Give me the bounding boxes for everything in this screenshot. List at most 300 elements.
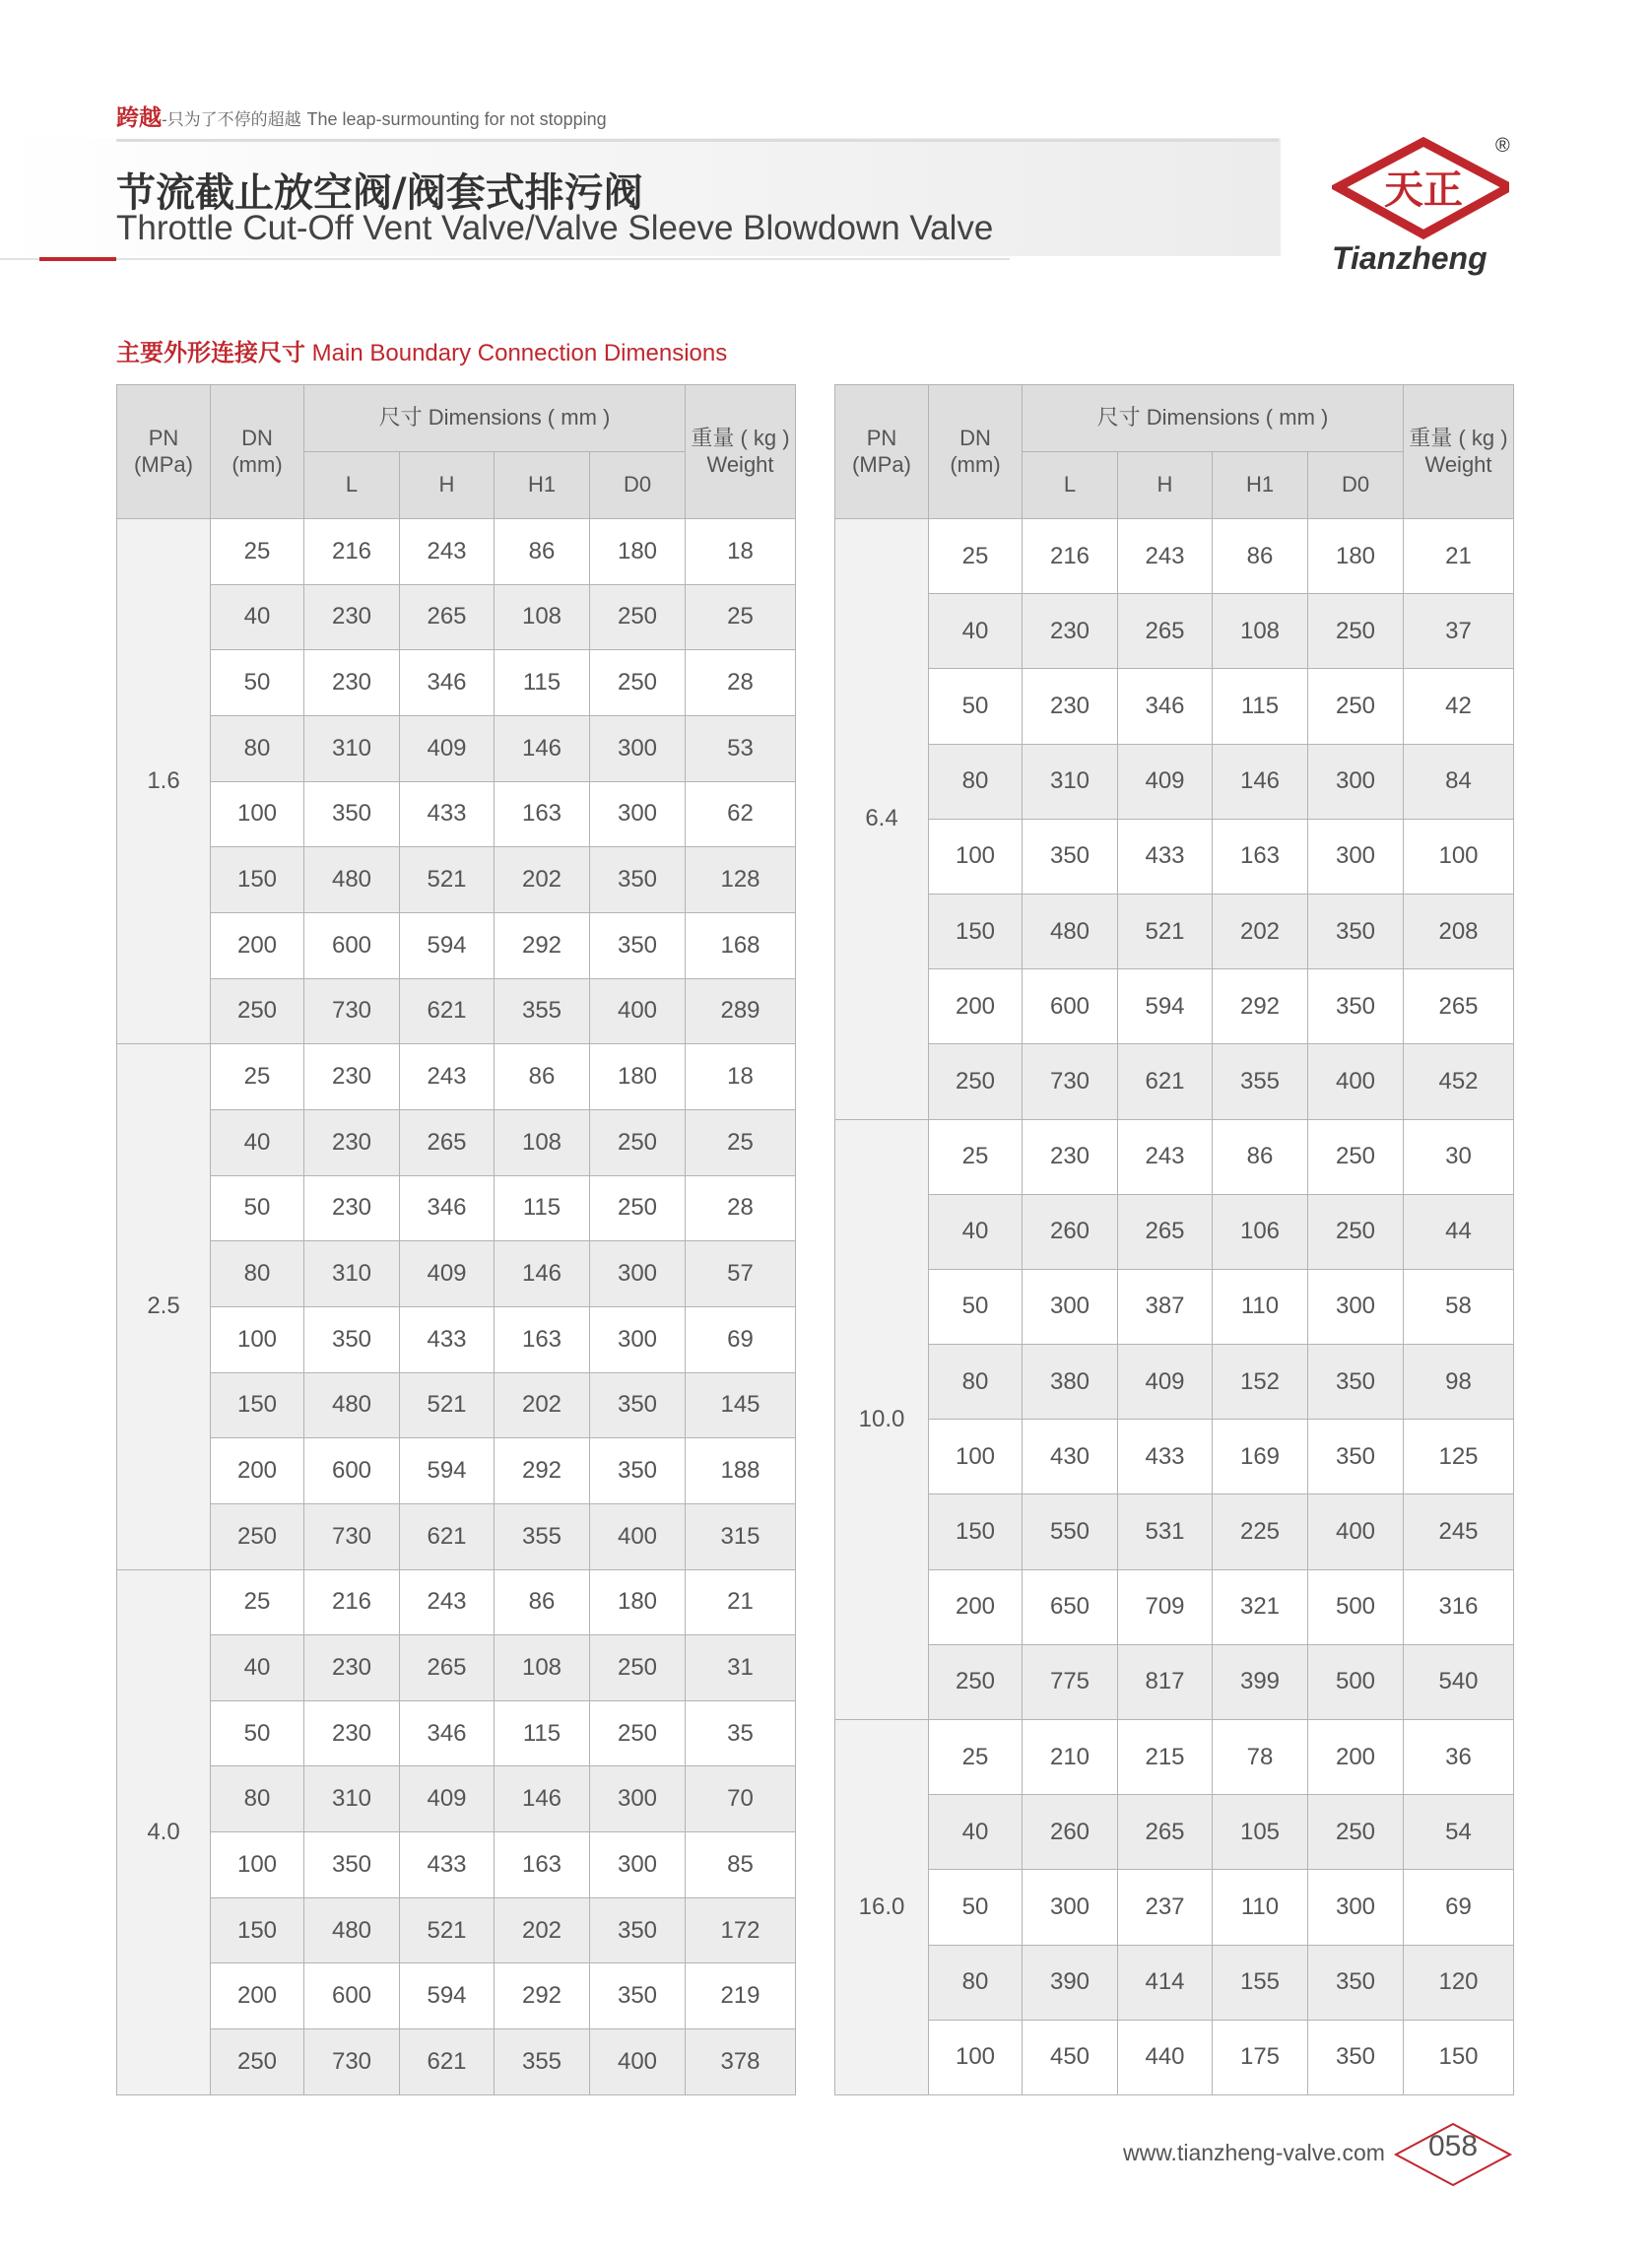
table-row: [117, 584, 796, 650]
l-cell: 480: [304, 1372, 400, 1438]
h-cell: 346: [400, 650, 495, 716]
weight-cell: 145: [686, 1372, 796, 1438]
l-cell: 450: [1023, 2020, 1118, 2094]
h-cell: 414: [1118, 1945, 1213, 2020]
h-cell: 265: [1118, 1795, 1213, 1870]
pn-cell: 16.0: [835, 1720, 929, 2095]
weight-cell: 69: [1404, 1870, 1514, 1945]
dn-cell: 50: [929, 1269, 1023, 1344]
d0-cell: 250: [1308, 1194, 1404, 1269]
dn-cell: 80: [929, 744, 1023, 819]
l-cell: 300: [1023, 1870, 1118, 1945]
h1-cell: 105: [1213, 1795, 1308, 1870]
weight-cell: 31: [686, 1635, 796, 1701]
l-cell: 300: [1023, 1269, 1118, 1344]
h1-cell: 115: [495, 1175, 590, 1241]
h-cell: 243: [400, 1569, 495, 1635]
h1-cell: 163: [1213, 819, 1308, 894]
weight-cell: 125: [1404, 1420, 1514, 1494]
dn-cell: 40: [929, 1795, 1023, 1870]
d0-cell: 350: [1308, 1420, 1404, 1494]
l-cell: 260: [1023, 1194, 1118, 1269]
table-row: [835, 1644, 1514, 1719]
d0-cell: 400: [590, 1503, 686, 1569]
h1-cell: 108: [495, 1109, 590, 1175]
h-cell: 243: [1118, 1119, 1213, 1194]
dn-cell: 40: [211, 1635, 304, 1701]
l-cell: 310: [304, 1766, 400, 1832]
table-row: [117, 650, 796, 716]
d0-cell: 350: [590, 1372, 686, 1438]
l-cell: 230: [304, 650, 400, 716]
section-heading-cn: 主要外形连接尺寸: [116, 339, 305, 366]
weight-cell: 42: [1404, 669, 1514, 744]
tagline: [116, 100, 607, 132]
dn-cell: 150: [211, 1372, 304, 1438]
header-d0: D0: [590, 452, 686, 519]
table-row: [117, 1438, 796, 1504]
h-cell: 265: [400, 1109, 495, 1175]
h1-cell: 108: [1213, 594, 1308, 669]
l-cell: 380: [1023, 1345, 1118, 1420]
weight-cell: 35: [686, 1700, 796, 1766]
table-row: [835, 2020, 1514, 2094]
d0-cell: 300: [1308, 744, 1404, 819]
d0-cell: 350: [1308, 1945, 1404, 2020]
weight-cell: 28: [686, 1175, 796, 1241]
h1-cell: 110: [1213, 1870, 1308, 1945]
h1-cell: 355: [1213, 1044, 1308, 1119]
l-cell: 260: [1023, 1795, 1118, 1870]
table-row: [835, 1194, 1514, 1269]
table-row: [117, 1372, 796, 1438]
pn-cell: 10.0: [835, 1119, 929, 1720]
header-l: L: [304, 452, 400, 519]
d0-cell: 300: [590, 1306, 686, 1372]
h-cell: 521: [400, 1897, 495, 1963]
h-cell: 433: [400, 781, 495, 847]
h-cell: 265: [400, 1635, 495, 1701]
dn-cell: 25: [211, 1569, 304, 1635]
d0-cell: 180: [590, 519, 686, 585]
weight-cell: 172: [686, 1897, 796, 1963]
d0-cell: 350: [1308, 969, 1404, 1044]
h1-cell: 146: [495, 1241, 590, 1307]
table-row: [117, 1503, 796, 1569]
h-cell: 521: [1118, 894, 1213, 968]
l-cell: 230: [304, 1109, 400, 1175]
logo-mark-text: 天正: [1384, 167, 1463, 213]
h1-cell: 163: [495, 781, 590, 847]
website-url: www.tianzheng-valve.com: [1123, 2140, 1385, 2165]
h1-cell: 115: [495, 1700, 590, 1766]
pn-cell: 1.6: [117, 519, 211, 1044]
h-cell: 621: [400, 978, 495, 1044]
h1-cell: 108: [495, 584, 590, 650]
weight-cell: 44: [1404, 1194, 1514, 1269]
section-heading-en: Main Boundary Connection Dimensions: [311, 340, 728, 366]
tagline-slogan-en: The leap-surmounting for not stopping: [306, 109, 607, 129]
logo-wordmark: Tianzheng: [1332, 240, 1487, 276]
d0-cell: 300: [590, 715, 686, 781]
h1-cell: 292: [495, 912, 590, 978]
h-cell: 409: [400, 1766, 495, 1832]
l-cell: 730: [304, 978, 400, 1044]
weight-cell: 128: [686, 847, 796, 913]
l-cell: 350: [304, 1832, 400, 1898]
table-row: [835, 669, 1514, 744]
h-cell: 237: [1118, 1870, 1213, 1945]
l-cell: 775: [1023, 1644, 1118, 1719]
dn-cell: 25: [211, 1044, 304, 1110]
dn-cell: 150: [211, 847, 304, 913]
weight-cell: 540: [1404, 1644, 1514, 1719]
l-cell: 390: [1023, 1945, 1118, 2020]
h1-cell: 86: [495, 1569, 590, 1635]
table-row: [117, 1897, 796, 1963]
page-title-cn: 节流截止放空阀/阀套式排污阀: [116, 170, 643, 216]
weight-cell: 120: [1404, 1945, 1514, 2020]
dn-cell: 100: [929, 2020, 1023, 2094]
dn-cell: 80: [211, 1241, 304, 1307]
table-row: [835, 1044, 1514, 1119]
header-d0: D0: [1308, 452, 1404, 519]
d0-cell: 250: [590, 1175, 686, 1241]
h-cell: 531: [1118, 1494, 1213, 1569]
table-row: [835, 969, 1514, 1044]
weight-cell: 208: [1404, 894, 1514, 968]
d0-cell: 250: [590, 1635, 686, 1701]
dn-cell: 250: [211, 1503, 304, 1569]
h-cell: 346: [400, 1175, 495, 1241]
table-row: [117, 1700, 796, 1766]
h-cell: 621: [400, 1503, 495, 1569]
h1-cell: 355: [495, 1503, 590, 1569]
h1-cell: 225: [1213, 1494, 1308, 1569]
dn-cell: 250: [211, 978, 304, 1044]
l-cell: 230: [1023, 669, 1118, 744]
table-row: [835, 1569, 1514, 1644]
h-cell: 433: [1118, 1420, 1213, 1494]
weight-cell: 25: [686, 1109, 796, 1175]
h1-cell: 202: [495, 1897, 590, 1963]
h1-cell: 175: [1213, 2020, 1308, 2094]
l-cell: 310: [1023, 744, 1118, 819]
h1-cell: 202: [1213, 894, 1308, 968]
weight-cell: 37: [1404, 594, 1514, 669]
weight-cell: 18: [686, 519, 796, 585]
weight-cell: 219: [686, 1963, 796, 2029]
header-divider-bottom: [0, 258, 1010, 260]
table-row: [117, 2029, 796, 2095]
dn-cell: 80: [211, 1766, 304, 1832]
h-cell: 346: [1118, 669, 1213, 744]
h-cell: 521: [400, 847, 495, 913]
weight-cell: 378: [686, 2029, 796, 2095]
h-cell: 433: [1118, 819, 1213, 894]
header-h1: H1: [1213, 452, 1308, 519]
dn-cell: 200: [929, 969, 1023, 1044]
l-cell: 350: [304, 1306, 400, 1372]
dn-cell: 25: [929, 519, 1023, 594]
header-divider-top: [116, 139, 1279, 142]
h1-cell: 108: [495, 1635, 590, 1701]
weight-cell: 53: [686, 715, 796, 781]
l-cell: 480: [304, 847, 400, 913]
dn-cell: 50: [211, 1175, 304, 1241]
l-cell: 230: [304, 1635, 400, 1701]
header-weight: 重量 ( kg ) Weight: [1404, 385, 1514, 519]
h1-cell: 292: [1213, 969, 1308, 1044]
l-cell: 600: [304, 1963, 400, 2029]
dn-cell: 150: [211, 1897, 304, 1963]
dn-cell: 25: [929, 1119, 1023, 1194]
table-row: [117, 781, 796, 847]
d0-cell: 250: [1308, 594, 1404, 669]
dn-cell: 25: [929, 1720, 1023, 1795]
dn-cell: 40: [211, 584, 304, 650]
l-cell: 600: [304, 912, 400, 978]
d0-cell: 350: [590, 847, 686, 913]
h1-cell: 169: [1213, 1420, 1308, 1494]
d0-cell: 300: [590, 1832, 686, 1898]
page-title-en: Throttle Cut-Off Vent Valve/Valve Sleeve Blowdown Valve: [116, 209, 994, 247]
table-row: [117, 519, 796, 585]
header-dn: DN (mm): [929, 385, 1023, 519]
header-h: H: [1118, 452, 1213, 519]
l-cell: 230: [304, 584, 400, 650]
h-cell: 243: [400, 519, 495, 585]
table-row: [835, 894, 1514, 968]
dn-cell: 100: [211, 1832, 304, 1898]
d0-cell: 180: [1308, 519, 1404, 594]
dn-cell: 250: [929, 1644, 1023, 1719]
pn-cell: 4.0: [117, 1569, 211, 2095]
h-cell: 621: [1118, 1044, 1213, 1119]
h-cell: 440: [1118, 2020, 1213, 2094]
h-cell: 409: [400, 1241, 495, 1307]
table-row: [835, 1420, 1514, 1494]
h-cell: 594: [1118, 969, 1213, 1044]
l-cell: 216: [1023, 519, 1118, 594]
h-cell: 243: [1118, 519, 1213, 594]
weight-cell: 30: [1404, 1119, 1514, 1194]
dn-cell: 100: [211, 1306, 304, 1372]
l-cell: 550: [1023, 1494, 1118, 1569]
h1-cell: 78: [1213, 1720, 1308, 1795]
h-cell: 346: [400, 1700, 495, 1766]
dn-cell: 150: [929, 894, 1023, 968]
table-row: [835, 1870, 1514, 1945]
dn-cell: 150: [929, 1494, 1023, 1569]
header-l: L: [1023, 452, 1118, 519]
table-row: [117, 715, 796, 781]
d0-cell: 300: [1308, 1870, 1404, 1945]
h-cell: 409: [1118, 1345, 1213, 1420]
dn-cell: 200: [211, 1963, 304, 2029]
h-cell: 387: [1118, 1269, 1213, 1344]
d0-cell: 250: [1308, 1795, 1404, 1870]
dimensions-table-right: [834, 384, 1514, 2095]
dn-cell: 50: [211, 650, 304, 716]
d0-cell: 350: [590, 1963, 686, 2029]
dn-cell: 250: [211, 2029, 304, 2095]
header-pn: PN (MPa): [117, 385, 211, 519]
l-cell: 730: [304, 2029, 400, 2095]
l-cell: 230: [304, 1044, 400, 1110]
h1-cell: 110: [1213, 1269, 1308, 1344]
d0-cell: 350: [1308, 2020, 1404, 2094]
table-row: [117, 1832, 796, 1898]
l-cell: 310: [304, 1241, 400, 1307]
header-h1: H1: [495, 452, 590, 519]
table-row: [835, 819, 1514, 894]
h1-cell: 202: [495, 847, 590, 913]
table-row: [117, 847, 796, 913]
dn-cell: 80: [211, 715, 304, 781]
tagline-slogan-cn: -只为了不停的超越: [162, 110, 301, 129]
h-cell: 265: [400, 584, 495, 650]
section-heading: [116, 333, 727, 367]
table-row: [117, 978, 796, 1044]
header-h: H: [400, 452, 495, 519]
weight-cell: 168: [686, 912, 796, 978]
table-row: [835, 594, 1514, 669]
registered-mark: ®: [1495, 135, 1510, 157]
table-row: [835, 519, 1514, 594]
l-cell: 480: [1023, 894, 1118, 968]
d0-cell: 300: [590, 1766, 686, 1832]
h1-cell: 146: [495, 715, 590, 781]
dn-cell: 200: [929, 1569, 1023, 1644]
table-row: [117, 1766, 796, 1832]
page-number: 058: [1427, 2130, 1479, 2162]
table-row: [835, 1720, 1514, 1795]
table-row: [835, 1945, 1514, 2020]
weight-cell: 150: [1404, 2020, 1514, 2094]
weight-cell: 289: [686, 978, 796, 1044]
d0-cell: 500: [1308, 1644, 1404, 1719]
d0-cell: 350: [590, 1438, 686, 1504]
d0-cell: 250: [590, 584, 686, 650]
l-cell: 310: [304, 715, 400, 781]
h1-cell: 115: [495, 650, 590, 716]
pn-cell: 6.4: [835, 519, 929, 1120]
d0-cell: 300: [590, 781, 686, 847]
weight-cell: 70: [686, 1766, 796, 1832]
d0-cell: 250: [1308, 669, 1404, 744]
h-cell: 594: [400, 1438, 495, 1504]
l-cell: 216: [304, 1569, 400, 1635]
tagline-brand: 跨越: [116, 104, 162, 130]
dn-cell: 80: [929, 1945, 1023, 2020]
l-cell: 230: [304, 1175, 400, 1241]
table-row: [117, 1569, 796, 1635]
d0-cell: 300: [1308, 1269, 1404, 1344]
h1-cell: 355: [495, 978, 590, 1044]
dn-cell: 100: [211, 781, 304, 847]
d0-cell: 300: [1308, 819, 1404, 894]
l-cell: 600: [304, 1438, 400, 1504]
h-cell: 621: [400, 2029, 495, 2095]
h-cell: 817: [1118, 1644, 1213, 1719]
table-row: [117, 1044, 796, 1110]
h-cell: 409: [400, 715, 495, 781]
table-row: [835, 1795, 1514, 1870]
weight-cell: 21: [1404, 519, 1514, 594]
h1-cell: 115: [1213, 669, 1308, 744]
h-cell: 265: [1118, 594, 1213, 669]
h-cell: 433: [400, 1832, 495, 1898]
d0-cell: 500: [1308, 1569, 1404, 1644]
d0-cell: 300: [590, 1241, 686, 1307]
l-cell: 430: [1023, 1420, 1118, 1494]
h-cell: 433: [400, 1306, 495, 1372]
weight-cell: 265: [1404, 969, 1514, 1044]
h-cell: 409: [1118, 744, 1213, 819]
dn-cell: 50: [211, 1700, 304, 1766]
dn-cell: 50: [929, 669, 1023, 744]
table-row: [835, 744, 1514, 819]
d0-cell: 400: [1308, 1494, 1404, 1569]
h-cell: 594: [400, 1963, 495, 2029]
dn-cell: 40: [929, 1194, 1023, 1269]
weight-cell: 57: [686, 1241, 796, 1307]
h-cell: 243: [400, 1044, 495, 1110]
l-cell: 216: [304, 519, 400, 585]
h-cell: 594: [400, 912, 495, 978]
header-accent-line: [39, 257, 116, 261]
h1-cell: 106: [1213, 1194, 1308, 1269]
table-row: [835, 1119, 1514, 1194]
l-cell: 210: [1023, 1720, 1118, 1795]
d0-cell: 350: [1308, 894, 1404, 968]
weight-cell: 18: [686, 1044, 796, 1110]
table-row: [835, 1494, 1514, 1569]
weight-cell: 58: [1404, 1269, 1514, 1344]
weight-cell: 84: [1404, 744, 1514, 819]
d0-cell: 400: [1308, 1044, 1404, 1119]
weight-cell: 21: [686, 1569, 796, 1635]
dn-cell: 100: [929, 819, 1023, 894]
table-row: [117, 1109, 796, 1175]
h1-cell: 202: [495, 1372, 590, 1438]
d0-cell: 200: [1308, 1720, 1404, 1795]
weight-cell: 36: [1404, 1720, 1514, 1795]
d0-cell: 350: [1308, 1345, 1404, 1420]
d0-cell: 400: [590, 2029, 686, 2095]
h-cell: 215: [1118, 1720, 1213, 1795]
weight-cell: 315: [686, 1503, 796, 1569]
dn-cell: 100: [929, 1420, 1023, 1494]
h1-cell: 163: [495, 1306, 590, 1372]
h1-cell: 86: [495, 1044, 590, 1110]
header-dimensions: 尺寸 Dimensions ( mm ): [1023, 385, 1404, 452]
d0-cell: 400: [590, 978, 686, 1044]
h1-cell: 155: [1213, 1945, 1308, 2020]
weight-cell: 28: [686, 650, 796, 716]
h1-cell: 86: [1213, 1119, 1308, 1194]
d0-cell: 350: [590, 912, 686, 978]
h1-cell: 321: [1213, 1569, 1308, 1644]
weight-cell: 245: [1404, 1494, 1514, 1569]
h1-cell: 146: [495, 1766, 590, 1832]
weight-cell: 62: [686, 781, 796, 847]
table-row: [117, 1635, 796, 1701]
l-cell: 650: [1023, 1569, 1118, 1644]
header-dimensions: 尺寸 Dimensions ( mm ): [304, 385, 686, 452]
header-weight: 重量 ( kg ) Weight: [686, 385, 796, 519]
